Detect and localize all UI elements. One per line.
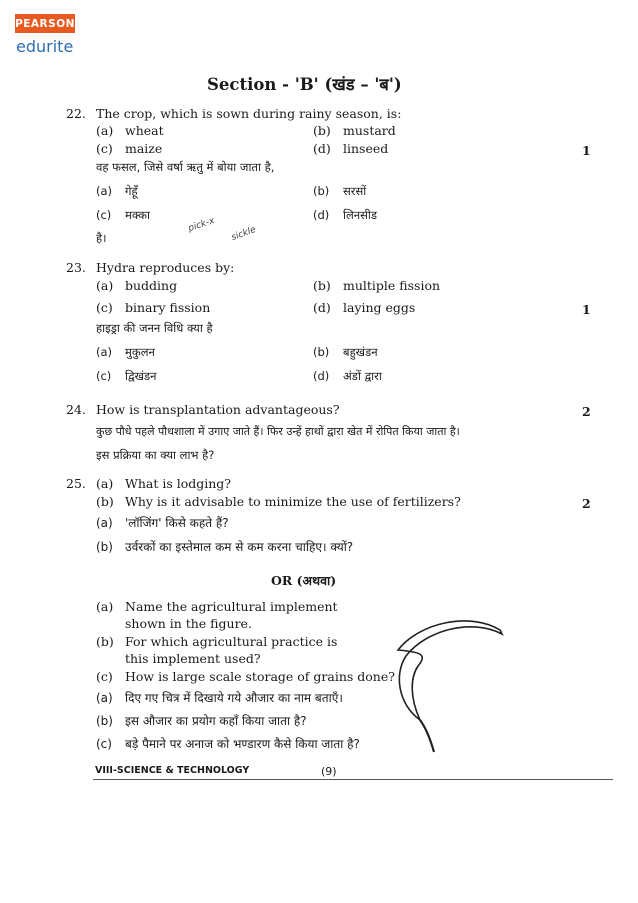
q22-opt-b-label: (b) [313,123,331,138]
q23-opt-c-label: (c) [96,300,113,315]
q25-hindi-a: 'लॉजिंग' किसे कहते हैं? [125,516,229,530]
q25-hindi-b-label: (b) [96,540,113,554]
q22-opt-a: wheat [125,123,164,138]
q25-or-c: How is large scale storage of grains done? [125,669,395,684]
section-title: Section - 'B' (खंड – 'ब') [207,75,402,94]
q23-opt-c: binary fission [125,300,211,315]
pearson-logo: PEARSON [15,14,75,33]
footer-subject: VIII-SCIENCE & TECHNOLOGY [95,765,250,776]
q22-h-end: है। [96,231,107,245]
q22-number: 22. [66,106,86,121]
q25-or-b-line1: For which agricultural practice is [125,634,338,649]
footer-page-number: (9) [321,765,337,778]
q23-number: 23. [66,260,86,275]
q25-or-hindi-b: इस औजार का प्रयोग कहाँ किया जाता है? [125,714,307,728]
q22-marks: 1 [582,143,591,158]
q23-text: Hydra reproduces by: [96,260,235,275]
q22-h-c-label: (c) [96,208,112,222]
q23-h-d-label: (d) [313,369,330,383]
q25-number: 25. [66,476,86,491]
q24-hindi-line2: इस प्रक्रिया का क्या लाभ है? [96,448,215,462]
q23-hindi: हाइड्रा की जनन विधि क्या है [96,321,213,335]
q22-opt-a-label: (a) [96,123,114,138]
q23-marks: 1 [582,302,591,317]
sickle-blade [398,621,502,720]
q24-text: How is transplantation advantageous? [96,402,340,417]
q25-marks: 2 [582,496,591,511]
q25-or-a-line1: Name the agricultural implement [125,599,338,614]
q25-or-hindi-a-label: (a) [96,691,113,705]
q25-or-b-line2: this implement used? [125,651,261,666]
q23-h-a-label: (a) [96,345,113,359]
q25-hindi-b: उर्वरकों का इस्तेमाल कम से कम करना चाहिए। क्यों? [125,540,354,554]
footer-divider [93,779,613,780]
q25-or-hindi-a: दिए गए चित्र में दिखाये गये औजार का नाम बताएँ। [125,691,343,705]
q22-text: The crop, which is sown during rainy season, is: [96,106,402,121]
q22-h-c: मक्का [125,208,150,222]
q25-or-b-label: (b) [96,634,114,649]
q23-opt-a-label: (a) [96,278,114,293]
or-heading: OR (अथवा) [271,573,337,588]
q22-h-a-label: (a) [96,184,113,198]
q23-opt-d: laying eggs [343,300,416,315]
q23-h-c-label: (c) [96,369,112,383]
q22-opt-d: linseed [343,141,389,156]
sickle-handle [420,720,434,752]
q24-number: 24. [66,402,86,417]
q25-b-label: (b) [96,494,114,509]
q22-h-d: लिनसीड [343,208,378,222]
q22-h-b-label: (b) [313,184,330,198]
q23-h-d: अंडों द्वारा [343,369,382,383]
q24-marks: 2 [582,404,591,419]
q25-hindi-a-label: (a) [96,516,113,530]
q23-opt-d-label: (d) [313,300,331,315]
q22-h-d-label: (d) [313,208,330,222]
q22-opt-b: mustard [343,123,396,138]
q23-h-a: मुकुलन [125,345,155,359]
q22-h-b: सरसों [343,184,367,198]
q22-opt-c: maize [125,141,163,156]
q25-a: What is lodging? [125,476,232,491]
q22-opt-d-label: (d) [313,141,331,156]
q23-opt-a: budding [125,278,178,293]
q24-hindi-line1: कुछ पौधे पहले पौधशाला में उगाए जाते हैं। फिर उन्हें हाथों द्वारा खेत में रोपित किया जाता है। [96,425,460,438]
q22-opt-c-label: (c) [96,141,113,156]
q25-or-a-label: (a) [96,599,114,614]
q25-b: Why is it advisable to minimize the use of fertilizers? [125,494,461,509]
handwritten-note-1: pick-x [187,216,216,234]
handwritten-note-2: sickle [230,224,258,244]
q25-or-a-line2: shown in the figure. [125,616,252,631]
q25-or-hindi-c: बड़े पैमाने पर अनाज को भण्डारण कैसे किया जाता है? [125,737,360,751]
q23-h-b-label: (b) [313,345,330,359]
q25-or-hindi-b-label: (b) [96,714,113,728]
q25-a-label: (a) [96,476,114,491]
q23-opt-b: multiple fission [343,278,441,293]
sickle-figure [380,600,520,760]
q25-or-hindi-c-label: (c) [96,737,112,751]
q22-hindi: वह फसल, जिसे वर्षा ऋतु में बोया जाता है, [96,160,275,174]
q23-h-c: द्विखंडन [125,369,157,383]
q22-h-a: गेहूँ [125,184,138,198]
q23-h-b: बहुखंडन [343,345,378,359]
q23-opt-b-label: (b) [313,278,331,293]
q25-or-c-label: (c) [96,669,113,684]
edurite-logo: edurite [16,37,74,56]
